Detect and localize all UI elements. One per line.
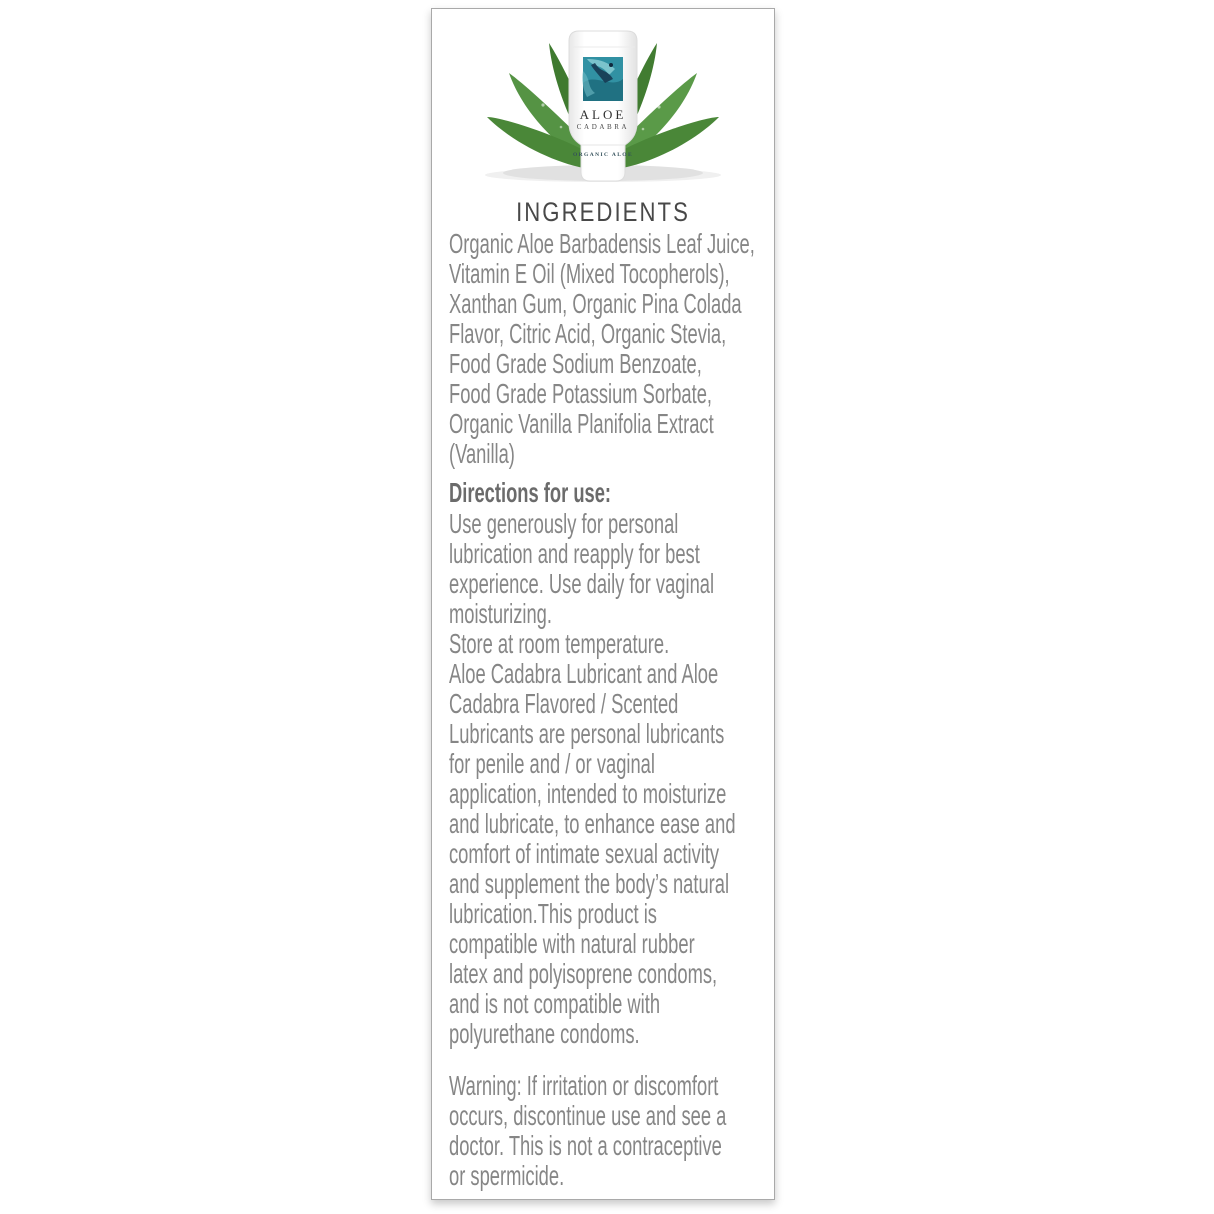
text-line: lubrication and reapply for best	[449, 538, 700, 569]
directions-text	[449, 509, 763, 1049]
text-line: occurs, discontinue use and see a	[449, 1100, 727, 1131]
text-line: compatible with natural rubber	[449, 928, 695, 959]
text-line: experience. Use daily for vaginal	[449, 568, 715, 599]
text-line: application, intended to moisturize	[449, 778, 727, 809]
text-line: Warning: If irritation or discomfort	[449, 1070, 719, 1101]
ingredients-text	[449, 229, 763, 469]
text-line: Use generously for personal	[449, 508, 679, 539]
text-line: and lubricate, to enhance ease and	[449, 808, 736, 839]
text-line: and is not compatible with	[449, 988, 661, 1019]
text-line: Aloe Cadabra Lubricant and Aloe	[449, 658, 719, 689]
text-line: Xanthan Gum, Organic Pina Colada	[449, 288, 742, 319]
text-line: Food Grade Sodium Benzoate,	[449, 348, 702, 379]
text-line: for penile and / or vaginal	[449, 748, 655, 779]
text-line: Flavor, Citric Acid, Organic Stevia,	[449, 318, 727, 349]
variant-label: ORGANIC ALOE	[572, 152, 634, 158]
text-line: comfort of intimate sexual activity	[449, 838, 720, 869]
text-line: Vitamin E Oil (Mixed Tocopherols),	[449, 258, 730, 289]
brand-name-bottom: CADABRA	[576, 123, 630, 131]
text-line: Lubricants are personal lubricants	[449, 718, 725, 749]
directions-heading: Directions for use:	[449, 477, 612, 508]
ingredients-heading: INGREDIENTS	[516, 197, 690, 227]
text-line: Store at room temperature.	[449, 628, 670, 659]
warning-text	[449, 1071, 763, 1191]
text-line: doctor. This is not a contraceptive	[449, 1130, 722, 1161]
directions-section	[449, 477, 763, 1049]
text-line: lubrication.This product is	[449, 898, 657, 929]
text-line: and supplement the body’s natural	[449, 868, 730, 899]
text-line: moisturizing.	[449, 598, 552, 629]
text-line: or spermicide.	[449, 1160, 565, 1191]
text-line: Cadabra Flavored / Scented	[449, 688, 679, 719]
product-image	[483, 23, 723, 195]
product-label-panel	[431, 8, 775, 1200]
text-line: Food Grade Potassium Sorbate,	[449, 378, 713, 409]
bottle-label-art	[582, 57, 623, 101]
text-line: latex and polyisoprene condoms,	[449, 958, 718, 989]
text-line: Organic Aloe Barbadensis Leaf Juice,	[449, 228, 755, 259]
text-line: polyurethane condoms.	[449, 1018, 640, 1049]
text-line: Organic Vanilla Planifolia Extract	[449, 408, 714, 439]
brand-name-top: ALOE	[579, 107, 627, 122]
text-line: (Vanilla)	[449, 438, 515, 469]
